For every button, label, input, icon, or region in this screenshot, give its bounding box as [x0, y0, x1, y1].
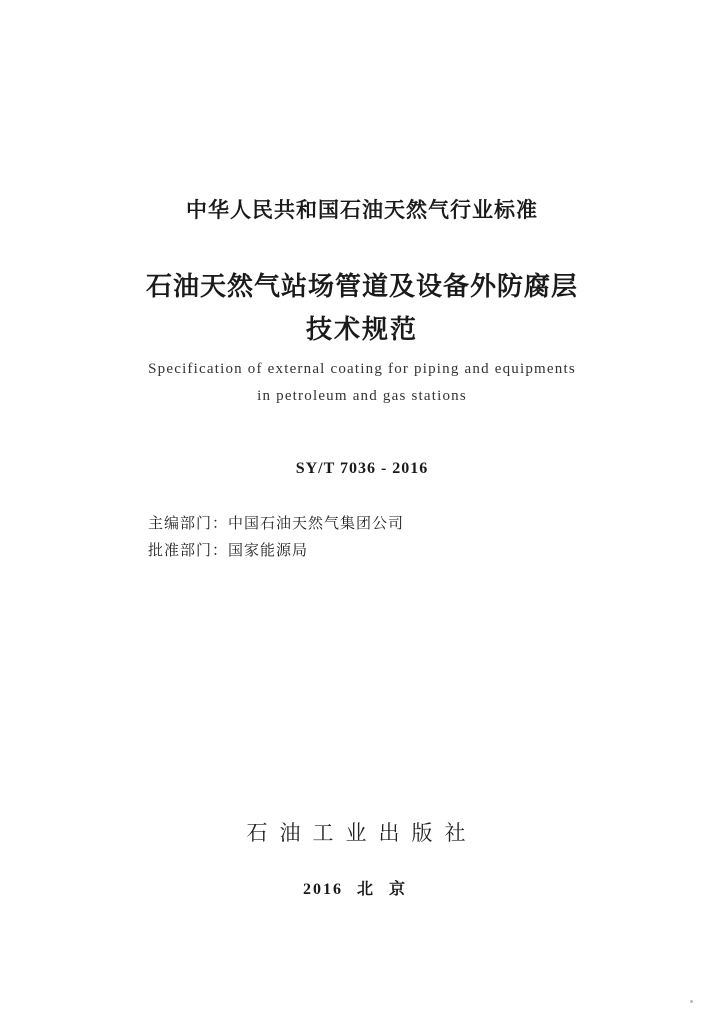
- english-title-line-1: Specification of external coating for piping and equipments: [148, 361, 576, 377]
- publication-city: 北京: [356, 881, 421, 898]
- document-title-line-2: 技术规范: [305, 315, 418, 345]
- publication-year-city: [0, 876, 724, 899]
- scan-speck: [690, 1000, 693, 1003]
- industry-standard-heading: 中华人民共和国石油天然气行业标准: [186, 198, 538, 222]
- standard-number: SY/T 7036 - 2016: [295, 460, 429, 477]
- publisher-name: 石油工业出版社: [246, 821, 478, 845]
- document-title-line-1: 石油天然气站场管道及设备外防腐层: [145, 272, 578, 302]
- editor-department: 主编部门：中国石油天然气集团公司: [148, 514, 405, 532]
- english-title-line-2: in petroleum and gas stations: [257, 388, 467, 404]
- publication-year: 2016: [302, 881, 343, 898]
- approver-department: 批准部门：国家能源局: [148, 541, 309, 559]
